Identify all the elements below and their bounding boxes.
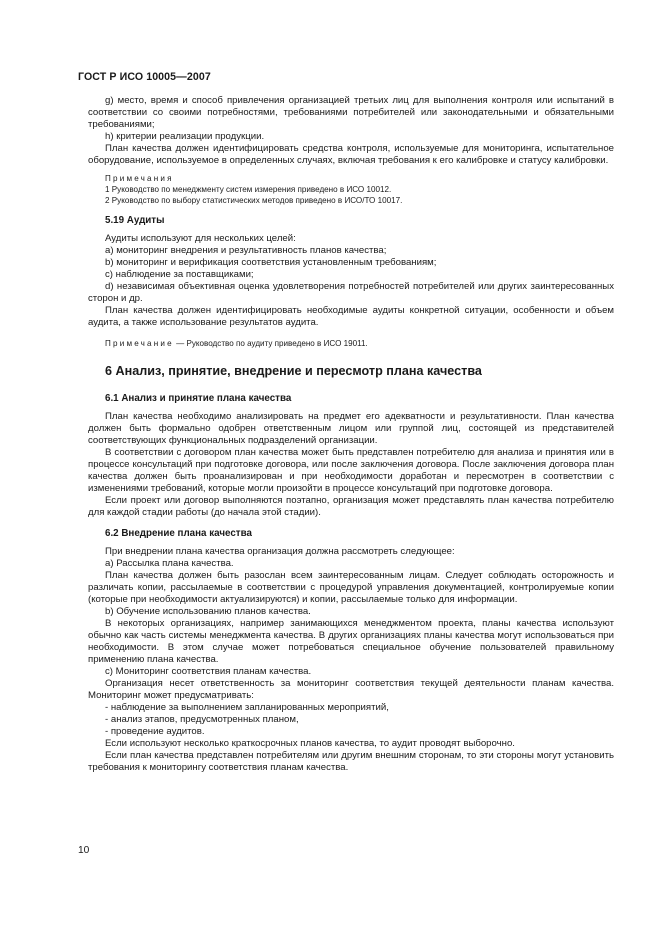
paragraph: b) Обучение использованию планов качества. xyxy=(105,606,311,617)
list-item: - проведение аудитов. xyxy=(105,726,205,737)
page-number: 10 xyxy=(78,845,90,856)
paragraph: Аудиты используют для нескольких целей: xyxy=(105,233,296,244)
document-header: ГОСТ Р ИСО 10005—2007 xyxy=(78,71,211,83)
section-heading-5-19: 5.19 Аудиты xyxy=(105,215,165,226)
section-heading-6-2: 6.2 Внедрение плана качества xyxy=(105,528,252,539)
paragraph: a) Рассылка плана качества. xyxy=(105,558,234,569)
paragraph: Если проект или договор выполняются поэтапно, организация может представлять план качества потребителю для каждой стадии работы (до начала этой стадии). xyxy=(88,495,614,518)
paragraph: Если план качества представлен потребителям или другим внешним сторонам, то эти стороны могут установить требования к мониторингу соответствия планам качества. xyxy=(88,750,614,773)
notes-title: Примечания xyxy=(105,174,174,183)
paragraph: План качества должен быть разослан всем заинтересованным лицам. Следует соблюдать осторожность и различать копии, рассылаемые в соответствии с процедурой управления документацией, контролируемые копии (которые при необходимости актуализируются) и копии, рассылаемые только для информации. xyxy=(88,570,614,605)
list-item: - наблюдение за выполнением запланированных мероприятий, xyxy=(105,702,389,713)
paragraph: h) критерии реализации продукции. xyxy=(105,131,265,142)
paragraph: Организация несет ответственность за мониторинг соответствия текущей деятельности планам качества. Мониторинг может предусматривать: xyxy=(88,678,614,701)
paragraph: c) Мониторинг соответствия планам качества. xyxy=(105,666,312,677)
paragraph: В соответствии с договором план качества может быть представлен потребителю для анализа и принятия или в процессе консультаций при подготовке договора, или после заключения договора. После заключения договора план качества должен быть проанализирован и при необходимости доработан и пересмотрен в соответствии с изменениями требований, которые могли произойти в процессе консультаций при подготовке договора. xyxy=(88,447,614,494)
list-item: - анализ этапов, предусмотренных планом, xyxy=(105,714,299,725)
document-body xyxy=(88,95,614,774)
section-heading-6: 6 Анализ, принятие, внедрение и пересмотр плана качества xyxy=(105,364,482,378)
paragraph: План качества должен идентифицировать необходимые аудиты конкретной ситуации, особенности и объем аудита, а также использование результатов аудита. xyxy=(88,305,614,328)
note-item: 1 Руководство по менеджменту систем измерения приведено в ИСО 10012. xyxy=(105,185,392,194)
paragraph: d) независимая объективная оценка удовлетворения потребностей потребителей или других заинтересованных сторон и др. xyxy=(88,281,614,304)
paragraph: b) мониторинг и верификация соответствия установленным требованиям; xyxy=(105,257,437,268)
paragraph: c) наблюдение за поставщиками; xyxy=(105,269,254,280)
note-label: Примечание xyxy=(105,339,174,348)
note-text: — Руководство по аудиту приведено в ИСО 19011. xyxy=(173,339,368,348)
paragraph: a) мониторинг внедрения и результативность планов качества; xyxy=(105,245,387,256)
paragraph: План качества необходимо анализировать на предмет его адекватности и результативности. План качества должен быть формально одобрен ответственным лицом или группой лиц, состоящей из представителей соответствующих функциональных подразделений организации. xyxy=(88,411,614,446)
section-heading-6-1: 6.1 Анализ и принятие плана качества xyxy=(105,393,292,404)
paragraph: g) место, время и способ привлечения организацией третьих лиц для выполнения контроля или испытаний в соответствии со своими потребностями, требованиями потребителей или законодательными и обязательными требованиями; xyxy=(88,95,614,130)
paragraph: План качества должен идентифицировать средства контроля, используемые для мониторинга, испытательное оборудование, используемое в определенных случаях, включая требования к его калибровке и статусу калибровки. xyxy=(88,143,614,166)
paragraph: В некоторых организациях, например занимающихся менеджментом проекта, планы качества используют обычно как часть системы менеджмента качества. В других организациях планы качества могут использоваться при необходимости. В этом случае может потребоваться специальное обучение пользователей правильному применению плана качества. xyxy=(88,618,614,665)
note-item: 2 Руководство по выбору статистических методов приведено в ИСО/ТО 10017. xyxy=(105,196,403,205)
paragraph: Если используют несколько краткосрочных планов качества, то аудит проводят выборочно. xyxy=(105,738,515,749)
paragraph: При внедрении плана качества организация должна рассмотреть следующее: xyxy=(105,546,455,557)
note xyxy=(88,338,614,349)
